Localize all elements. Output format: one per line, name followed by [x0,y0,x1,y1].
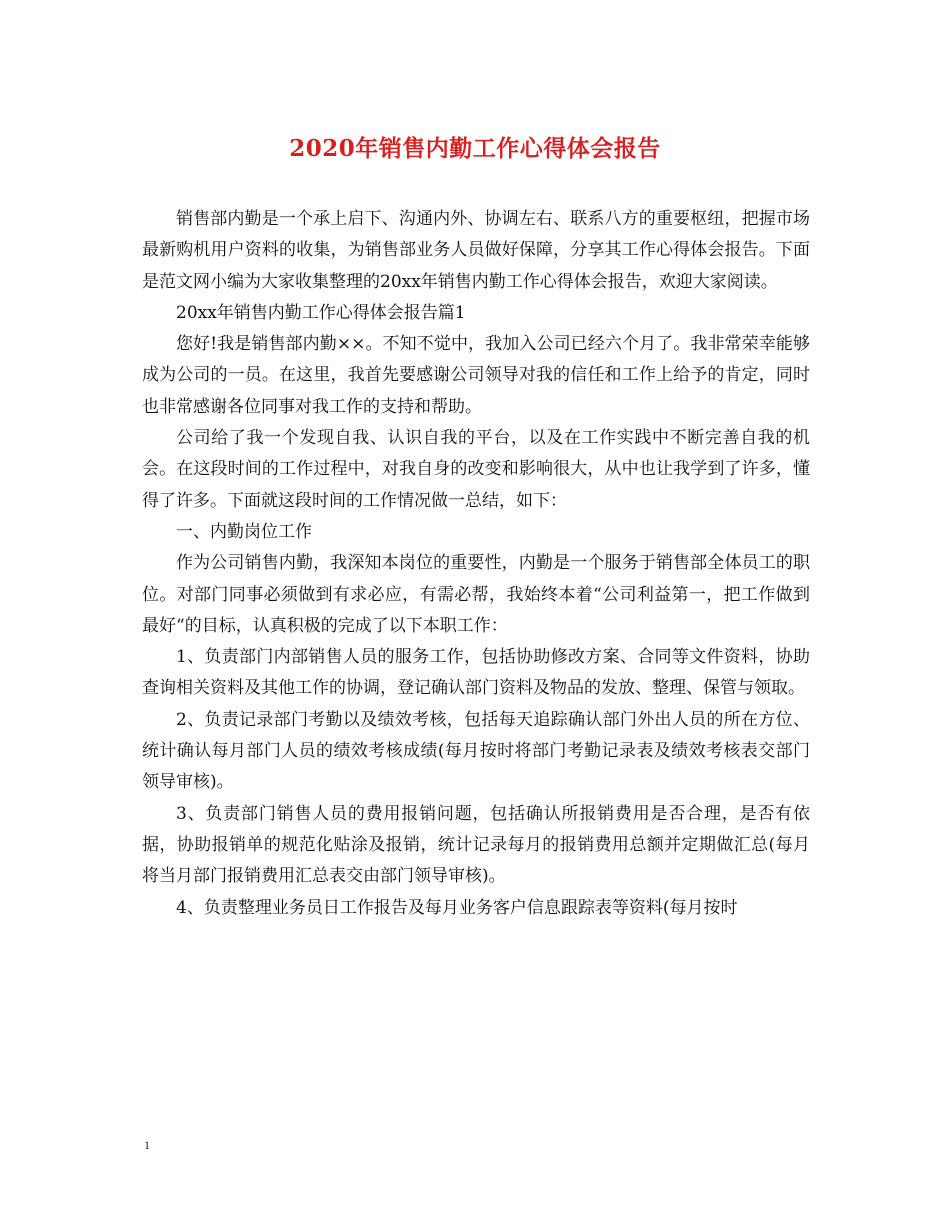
document-body [142,204,810,924]
paragraph-section-heading: 20xx年销售内勤工作心得体会报告篇1 [176,302,466,323]
paragraph-greeting: 您好!我是销售部内勤××。不知不觉中，我加入公司已经六个月了。我非常荣幸能够成为公司的一员。在这里，我首先要感谢公司领导对我的信任和工作上给予的肯定，同时也非常感谢各位同事对我工作的支持和帮助。 [142,334,810,417]
paragraph-item-3: 3、负责部门销售人员的费用报销问题，包括确认所报销费用是否合理，是否有依据，协助报销单的规范化贴涂及报销，统计记录每月的报销费用总额并定期做汇总(每月将当月部门报销费用汇总表交由部门领导审核)。 [142,803,810,887]
paragraph-heading-duties: 一、内勤岗位工作 [176,521,312,542]
paragraph-item-1: 1、负责部门内部销售人员的服务工作，包括协助修改方案、合同等文件资料，协助查询相关资料及其他工作的协调，登记确认部门资料及物品的发放、整理、保管与领取。 [142,647,810,699]
page-number: 1 [144,1138,150,1152]
paragraph-company-platform: 公司给了我一个发现自我、认识自我的平台，以及在工作实践中不断完善自我的机会。在这段时间的工作过程中，对我自身的改变和影响很大，从中也让我学到了许多，懂得了许多。下面就这段时间的工作情况做一总结，如下： [142,428,810,511]
document-title: 2020年销售内勤工作心得体会报告 [289,135,661,162]
paragraph-intro: 销售部内勤是一个承上启下、沟通内外、协调左右、联系八方的重要枢纽，把握市场最新购机用户资料的收集，为销售部业务人员做好保障，分享其工作心得体会报告。下面是范文网小编为大家收集整理的20xx年销售内勤工作心得体会报告，欢迎大家阅读。 [142,209,810,292]
paragraph-item-2: 2、负责记录部门考勤以及绩效考核，包括每天追踪确认部门外出人员的所在方位、统计确认每月部门人员的绩效考核成绩(每月按时将部门考勤记录表及绩效考核表交部门领导审核)。 [142,709,810,793]
paragraph-role-description: 作为公司销售内勤，我深知本岗位的重要性，内勤是一个服务于销售部全体员工的职位。对部门同事必须做到有求必应，有需必帮，我始终本着“公司利益第一，把工作做到最好“的目标，认真积极的完成了以下本职工作： [142,553,810,636]
paragraph-item-4: 4、负责整理业务员日工作报告及每月业务客户信息跟踪表等资料(每月按时 [176,897,738,918]
